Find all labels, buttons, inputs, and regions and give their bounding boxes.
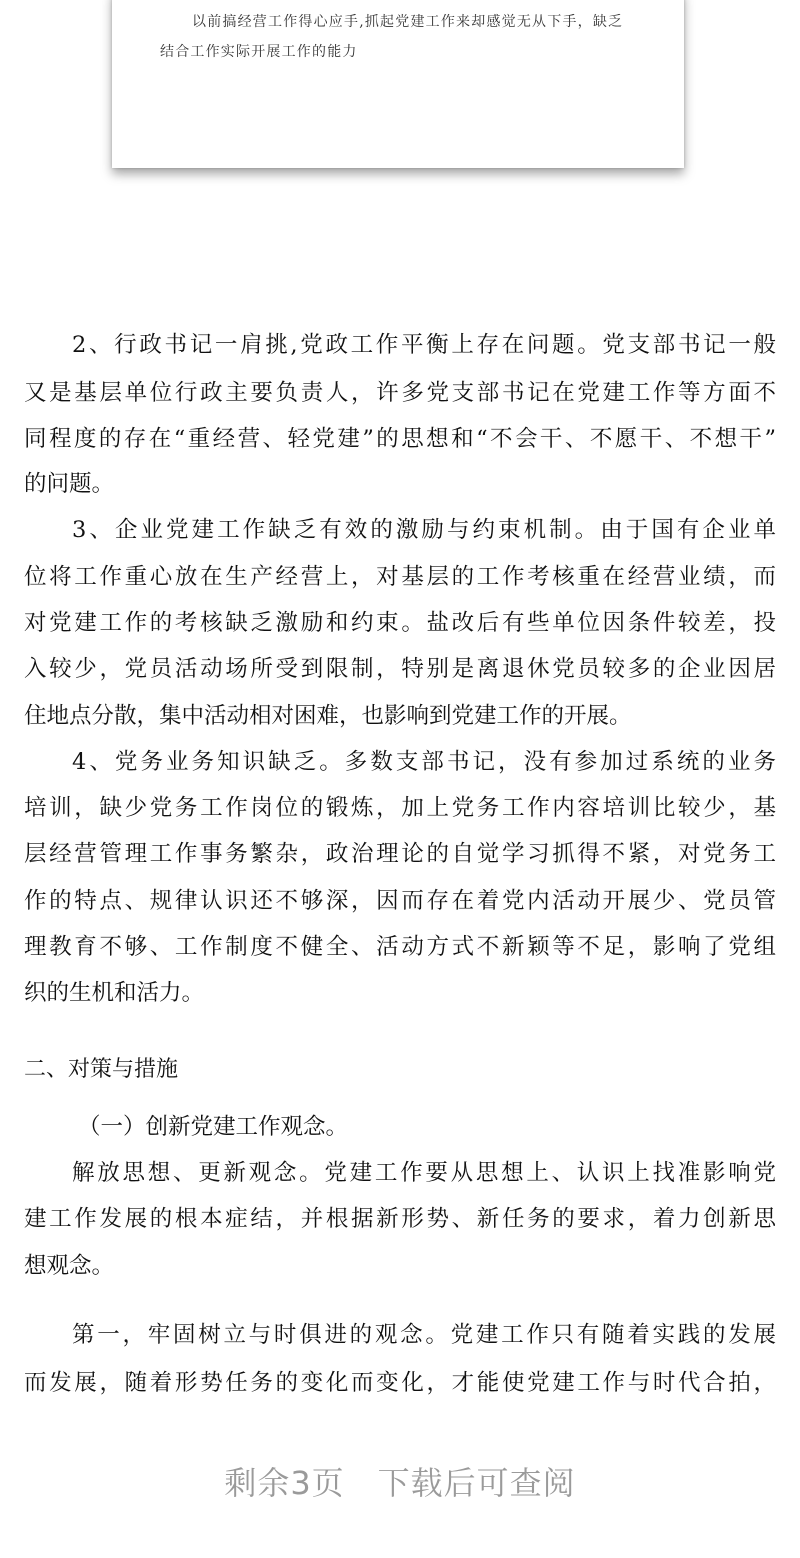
paragraph-line: 解放思想、更新观念。党建工作要从思想上、认识上找准影响党 <box>72 1160 776 1186</box>
paragraph-line: 培训，缺少党务工作岗位的锻炼，加上党务工作内容培训比较少，基 <box>24 795 776 821</box>
paragraph-line: 4、党务业务知识缺乏。多数支部书记，没有参加过系统的业务 <box>72 749 776 775</box>
paragraph-line: 的问题。 <box>24 471 115 497</box>
paragraph-line: 建工作发展的根本症结，并根据新形势、新任务的要求，着力创新思 <box>24 1206 776 1232</box>
paragraph-line: 想观念。 <box>24 1253 115 1279</box>
paragraph-line: （一）创新党建工作观念。 <box>78 1114 349 1140</box>
paragraph-line: 第一，牢固树立与时俱进的观念。党建工作只有随着实践的发展 <box>72 1322 776 1348</box>
paragraph-line: 住地点分散，集中活动相对困难，也影响到党建工作的开展。 <box>24 703 632 729</box>
paragraph-line: 又是基层单位行政主要负责人，许多党支部书记在党建工作等方面不 <box>24 380 776 406</box>
paragraph-line: 3、企业党建工作缺乏有效的激励与约束机制。由于国有企业单 <box>72 517 776 543</box>
download-to-read-more-button[interactable]: 剩余3页 下载后可查阅 <box>224 1464 576 1502</box>
section-heading: 二、对策与措施 <box>24 1057 179 1082</box>
paragraph-line: 入较少，党员活动场所受到限制，特别是离退休党员较多的企业因居 <box>24 656 776 682</box>
paragraph-line: 作的特点、规律认识还不够深，因而存在着党内活动开展少、党员管 <box>24 888 776 914</box>
paragraph-line: 理教育不够、工作制度不健全、活动方式不新颖等不足，影响了党组 <box>24 934 776 960</box>
preview-line: 结合工作实际开展工作的能力 <box>160 44 358 60</box>
paragraph-line: 对党建工作的考核缺乏激励和约束。盐改后有些单位因条件较差，投 <box>24 610 776 636</box>
paragraph-line: 位将工作重心放在生产经营上，对基层的工作考核重在经营业绩，而 <box>24 564 776 590</box>
paragraph-line: 同程度的存在“重经营、轻党建”的思想和“不会干、不愿干、不想干” <box>24 426 776 452</box>
paragraph-line: 层经营管理工作事务繁杂，政治理论的自觉学习抓得不紧，对党务工 <box>24 841 776 867</box>
preview-page-card <box>112 0 684 168</box>
preview-line: 以前搞经营工作得心应手,抓起党建工作来却感觉无从下手，缺乏 <box>192 14 624 30</box>
paragraph-line: 2、行政书记一肩挑,党政工作平衡上存在问题。党支部书记一般 <box>72 332 776 358</box>
paragraph-line: 织的生机和活力。 <box>24 980 205 1006</box>
paragraph-line: 而发展，随着形势任务的变化而变化，才能使党建工作与时代合拍， <box>24 1370 776 1396</box>
